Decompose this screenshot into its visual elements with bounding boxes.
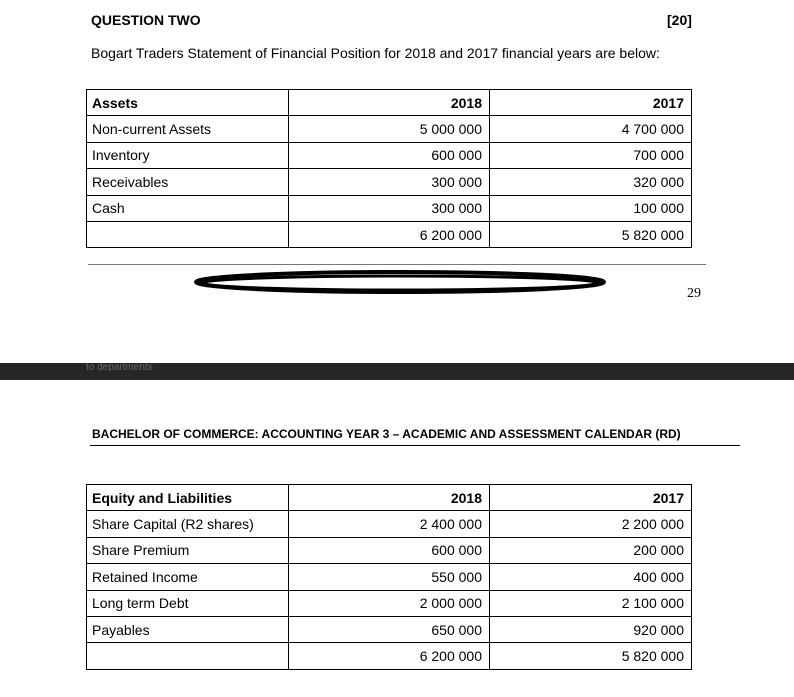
total-2017: 5 820 000 [490, 643, 692, 669]
table-row [87, 590, 692, 616]
row-label [87, 643, 289, 669]
value-2017: 2 200 000 [490, 511, 692, 537]
total-row [87, 221, 692, 247]
value-2018: 2 000 000 [289, 590, 490, 616]
page-number: 29 [687, 286, 701, 301]
row-label: Non-current Assets [87, 116, 289, 142]
table-row [87, 537, 692, 563]
value-2018: 5 000 000 [289, 116, 490, 142]
row-label: Share Premium [87, 537, 289, 563]
row-label: Retained Income [87, 564, 289, 590]
row-label: Share Capital (R2 shares) [87, 511, 289, 537]
question-intro: Bogart Traders Statement of Financial Position for 2018 and 2017 financial years are below: [91, 45, 660, 61]
value-2018: 600 000 [289, 142, 490, 168]
table-row [87, 616, 692, 642]
page-footer-divider [88, 264, 706, 265]
row-label: Inventory [87, 142, 289, 168]
column-header-equity-liabilities: Equity and Liabilities [87, 485, 289, 511]
assets-table [86, 89, 692, 248]
column-header-2017: 2017 [490, 90, 692, 116]
question-marks: [20] [667, 12, 692, 28]
value-2017: 920 000 [490, 616, 692, 642]
table-row [87, 142, 692, 168]
row-label: Receivables [87, 169, 289, 195]
column-header-assets: Assets [87, 90, 289, 116]
column-header-2018: 2018 [289, 485, 490, 511]
table-row [87, 511, 692, 537]
calendar-header-title: BACHELOR OF COMMERCE: ACCOUNTING YEAR 3 – ACADEMIC AND ASSESSMENT CALENDAR (RD) [92, 427, 681, 441]
value-2018: 300 000 [289, 169, 490, 195]
value-2018: 2 400 000 [289, 511, 490, 537]
value-2018: 300 000 [289, 195, 490, 221]
value-2017: 320 000 [490, 169, 692, 195]
row-label: Long term Debt [87, 590, 289, 616]
table-row [87, 195, 692, 221]
question-title: QUESTION TWO [91, 12, 201, 28]
table-header-row [87, 485, 692, 511]
column-header-2017: 2017 [490, 485, 692, 511]
equity-liabilities-table [86, 484, 692, 670]
band-partial-text: to departments [86, 363, 153, 371]
value-2018: 650 000 [289, 616, 490, 642]
value-2017: 100 000 [490, 195, 692, 221]
value-2017: 700 000 [490, 142, 692, 168]
row-label: Payables [87, 616, 289, 642]
total-row [87, 643, 692, 669]
calendar-header-underline [90, 445, 740, 446]
row-label: Cash [87, 195, 289, 221]
redaction-scribble [190, 266, 610, 302]
value-2017: 200 000 [490, 537, 692, 563]
table-header-row [87, 90, 692, 116]
value-2018: 550 000 [289, 564, 490, 590]
value-2017: 2 100 000 [490, 590, 692, 616]
column-header-2018: 2018 [289, 90, 490, 116]
table-row [87, 116, 692, 142]
total-2018: 6 200 000 [289, 643, 490, 669]
value-2018: 600 000 [289, 537, 490, 563]
table-row [87, 169, 692, 195]
table-row [87, 564, 692, 590]
total-2018: 6 200 000 [289, 221, 490, 247]
row-label [87, 221, 289, 247]
value-2017: 4 700 000 [490, 116, 692, 142]
value-2017: 400 000 [490, 564, 692, 590]
total-2017: 5 820 000 [490, 221, 692, 247]
